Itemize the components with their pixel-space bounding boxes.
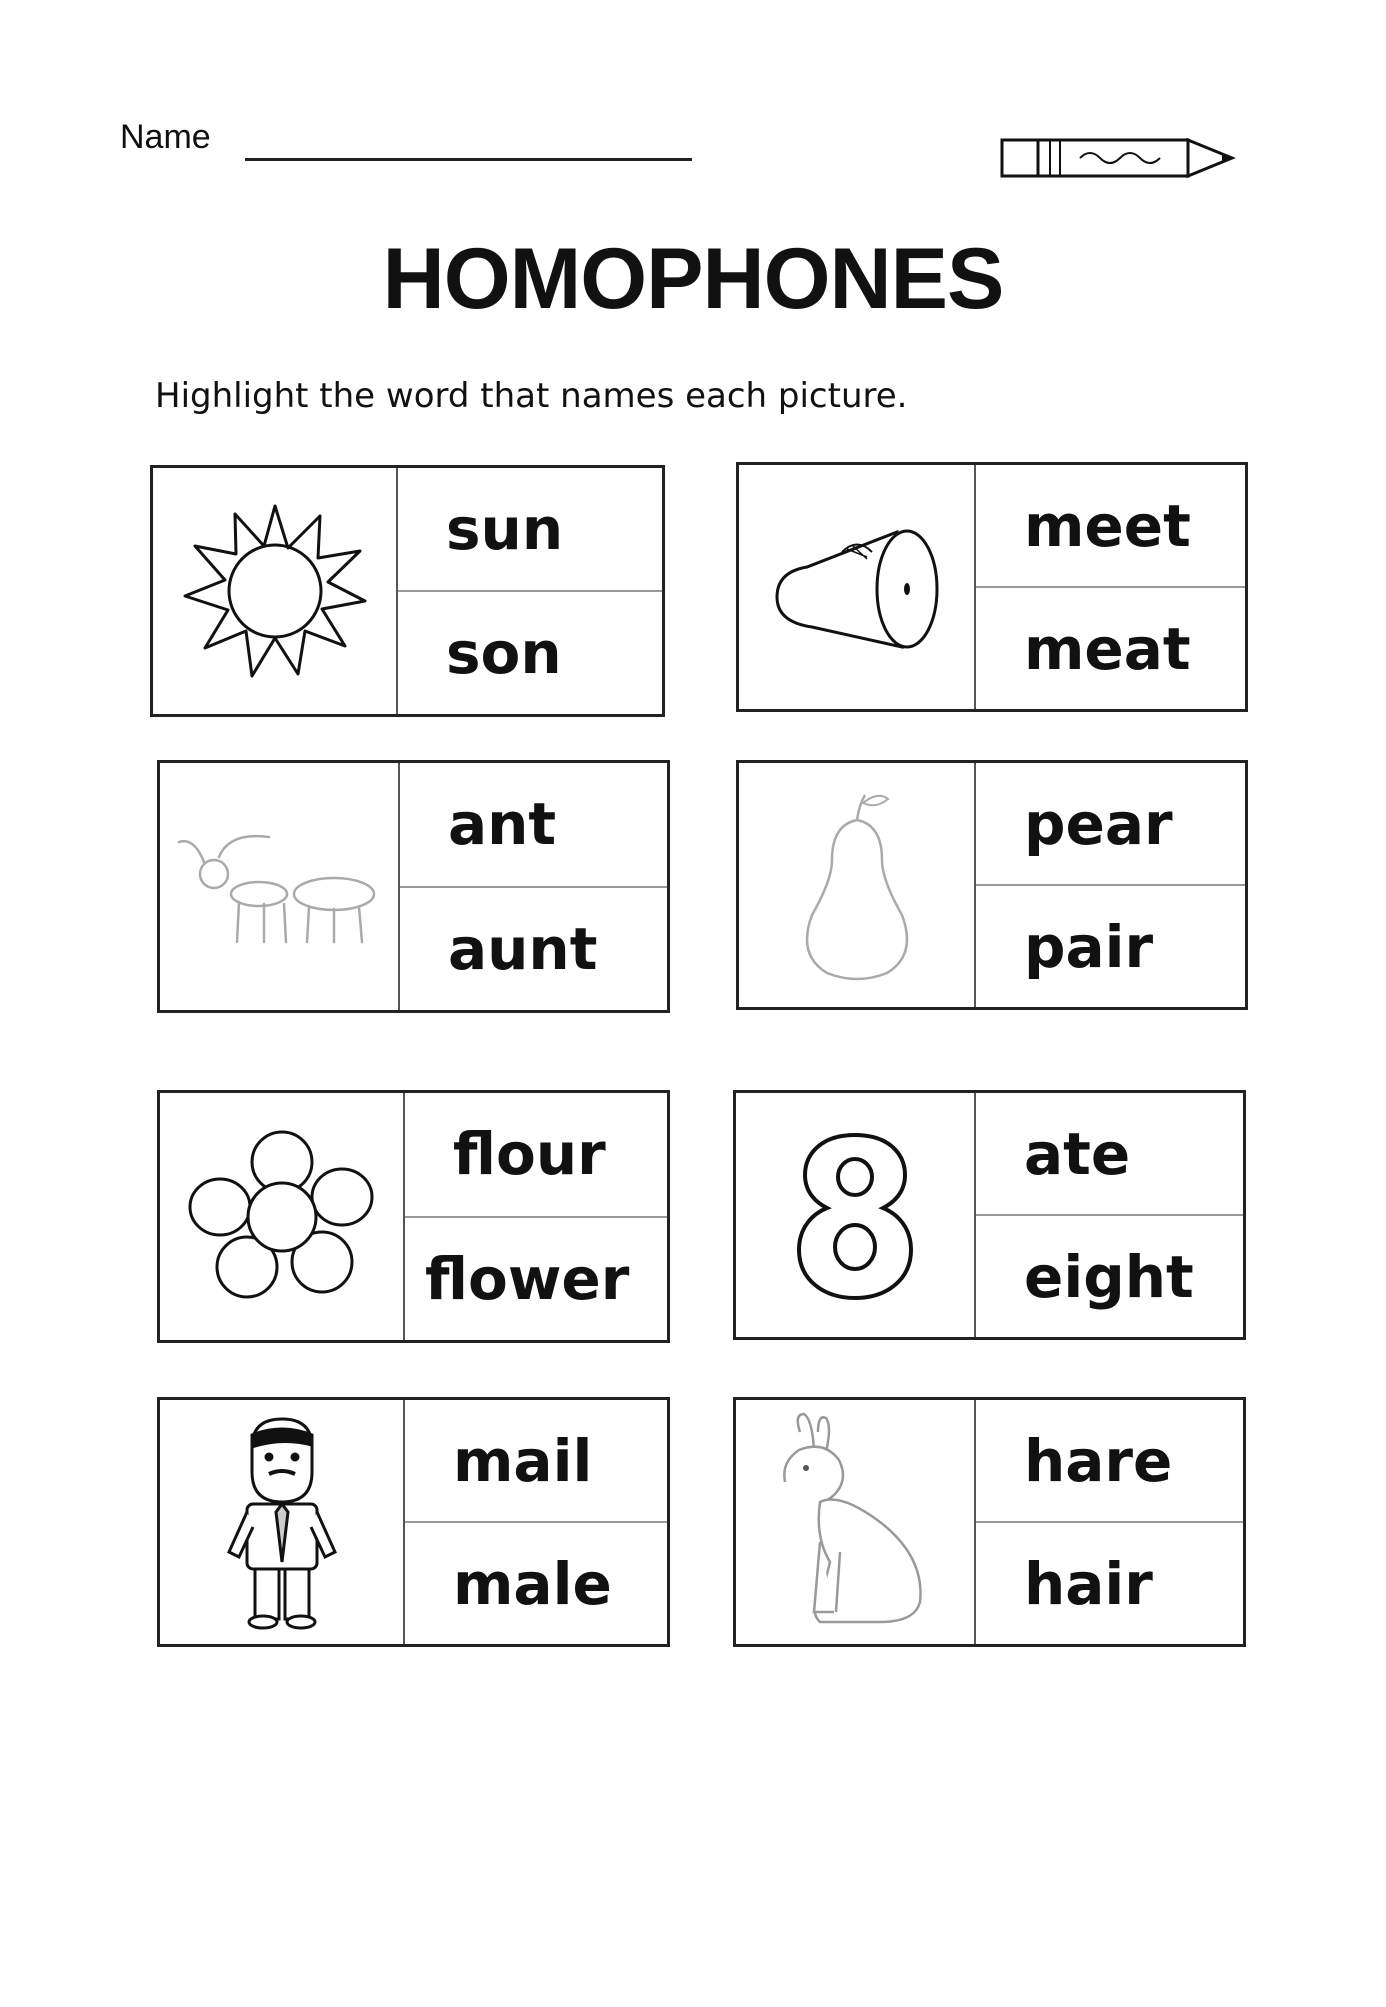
word-option[interactable]: son <box>446 619 562 687</box>
homophone-card-male <box>157 1397 670 1647</box>
word-option[interactable]: flower <box>425 1244 630 1313</box>
word-option[interactable]: hair <box>1024 1549 1153 1618</box>
homophone-card-eight <box>733 1090 1246 1340</box>
homophone-card-sun <box>150 465 665 717</box>
name-field[interactable] <box>245 158 692 161</box>
flower-icon <box>160 1093 405 1340</box>
man-icon <box>160 1400 405 1644</box>
word-option[interactable]: eight <box>1024 1242 1194 1311</box>
pear-icon <box>739 763 976 1007</box>
homophone-card-meat <box>736 462 1248 712</box>
word-option[interactable]: pear <box>976 763 1245 886</box>
eight-icon <box>736 1093 976 1337</box>
word-option[interactable]: pair <box>1024 912 1154 981</box>
ant-icon <box>160 763 400 1010</box>
homophone-card-flower <box>157 1090 670 1343</box>
page-title: HOMOPHONES <box>382 231 1004 327</box>
word-option[interactable]: meet <box>976 465 1245 588</box>
pencil-icon <box>1000 128 1240 188</box>
word-option[interactable]: mail <box>405 1400 667 1523</box>
meat-icon <box>739 465 976 709</box>
homophone-card-hare <box>733 1397 1246 1647</box>
word-option[interactable]: aunt <box>448 914 598 983</box>
homophone-card-pear <box>736 760 1248 1010</box>
name-label: Name <box>120 118 211 156</box>
word-option[interactable]: male <box>453 1549 612 1618</box>
word-option[interactable]: ate <box>976 1093 1243 1216</box>
word-option[interactable]: meat <box>1024 614 1191 683</box>
instructions-text: Highlight the word that names each picture. <box>155 376 908 416</box>
sun-icon <box>153 468 398 714</box>
word-option[interactable]: sun <box>398 468 662 592</box>
homophone-card-ant <box>157 760 670 1013</box>
word-option[interactable]: ant <box>400 763 667 888</box>
word-option[interactable]: hare <box>976 1400 1243 1523</box>
hare-icon <box>736 1400 976 1644</box>
word-option[interactable]: flour <box>405 1093 667 1218</box>
